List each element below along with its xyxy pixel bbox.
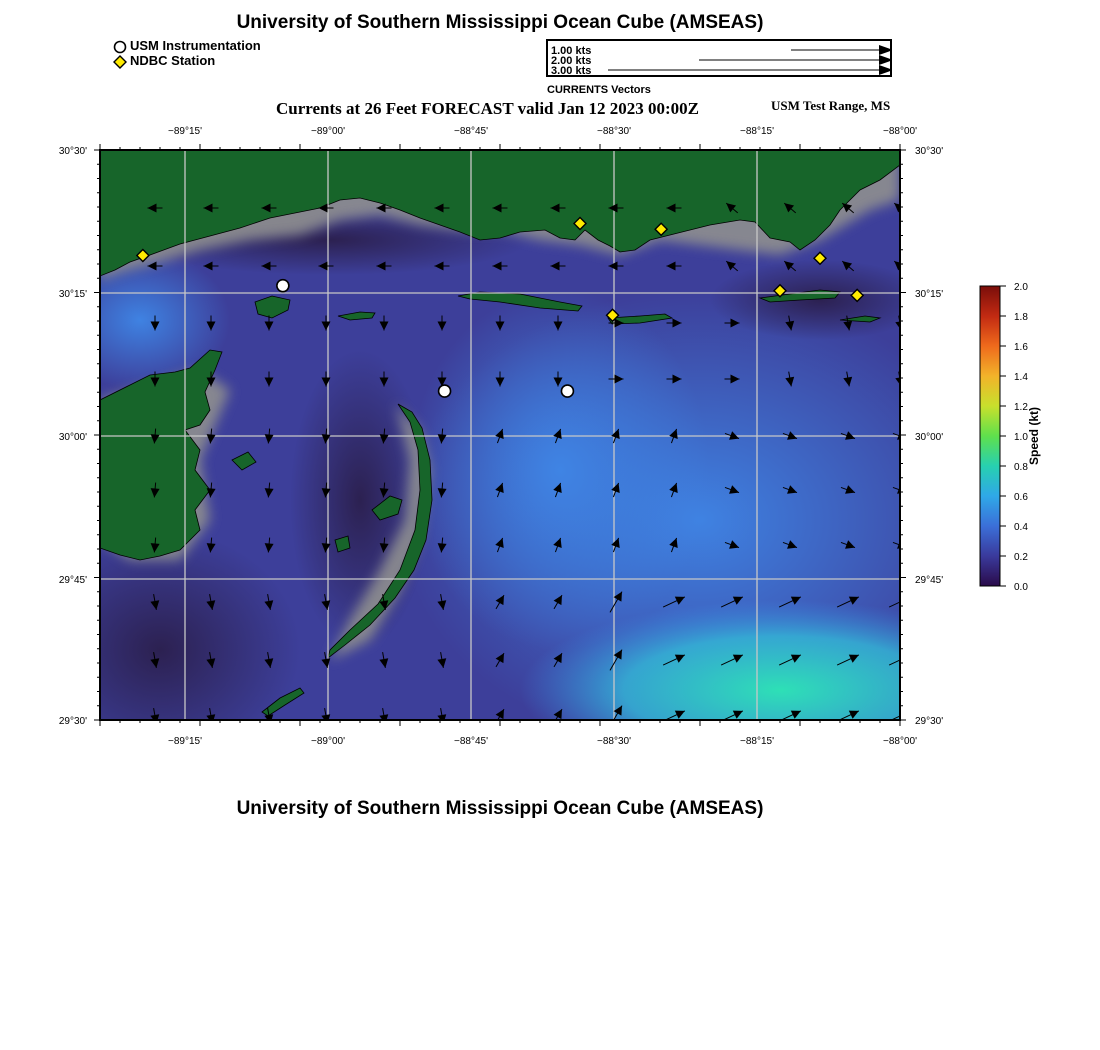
vector-key-row-3: 3.00 kts <box>551 65 592 77</box>
vector-arrowhead <box>901 597 911 605</box>
slow-patch-mobile <box>710 260 930 340</box>
colorbar-tick-label: 0.6 <box>1014 492 1028 503</box>
lat-label-right: 30°15' <box>915 289 944 300</box>
vector-key-row-2: 2.00 kts <box>551 55 592 67</box>
colorbar <box>980 282 1028 593</box>
lon-label-top: −88°45' <box>454 126 488 137</box>
lon-label-bottom: −88°00' <box>883 736 917 747</box>
colorbar-tick-label: 1.0 <box>1014 432 1028 443</box>
lat-label-right: 30°00' <box>915 432 944 443</box>
lon-label-top: −88°30' <box>597 126 631 137</box>
lat-labels-right <box>915 146 943 727</box>
page-title-top: University of Southern Mississippi Ocean Cube (AMSEAS) <box>236 12 764 33</box>
colorbar-tick-label: 0.8 <box>1014 462 1028 473</box>
lat-labels-left <box>59 146 87 727</box>
colorbar-tick-label: 2.0 <box>1014 282 1028 293</box>
usm-station-marker <box>277 280 289 292</box>
legend-ndbc-label: NDBC Station <box>130 53 216 68</box>
vector-arrowhead <box>901 711 911 719</box>
colorbar-title: Speed (kt) <box>1027 406 1041 466</box>
speed-field <box>20 150 1040 760</box>
lat-label-left: 30°30' <box>58 146 87 157</box>
lon-label-top: −88°15' <box>740 126 774 137</box>
lon-labels-top <box>168 126 917 137</box>
vector-key-row-1: 1.00 kts <box>551 45 592 57</box>
colorbar-tick-label: 1.6 <box>1014 342 1028 353</box>
colorbar-tick-label: 0.0 <box>1014 582 1028 593</box>
lon-label-bottom: −88°15' <box>740 736 774 747</box>
lat-label-left: 29°45' <box>58 575 87 586</box>
lon-label-bottom: −88°30' <box>597 736 631 747</box>
colorbar-tick-label: 0.2 <box>1014 552 1028 563</box>
colorbar-tick-label: 1.8 <box>1014 312 1028 323</box>
range-label: USM Test Range, MS <box>771 98 891 113</box>
lat-label-left: 29°30' <box>58 716 87 727</box>
lat-label-left: 30°15' <box>58 289 87 300</box>
colorbar-ticks <box>1000 282 1028 593</box>
lon-label-top: −88°00' <box>883 126 917 137</box>
lat-label-right: 29°45' <box>915 575 944 586</box>
colorbar-tick-label: 1.2 <box>1014 402 1028 413</box>
lon-label-bottom: −89°15' <box>168 736 202 747</box>
lon-label-bottom: −88°45' <box>454 736 488 747</box>
lon-label-bottom: −89°00' <box>311 736 345 747</box>
page-title-bottom: University of Southern Mississippi Ocean Cube (AMSEAS) <box>236 798 764 819</box>
colorbar-tick-label: 0.4 <box>1014 522 1028 533</box>
vector-key-caption: CURRENTS Vectors <box>547 84 651 96</box>
lon-label-top: −89°15' <box>168 126 202 137</box>
lon-label-top: −89°00' <box>311 126 345 137</box>
colorbar-ramp <box>980 286 1000 586</box>
lat-label-right: 29°30' <box>915 716 944 727</box>
colorbar-tick-label: 1.4 <box>1014 372 1028 383</box>
lat-label-left: 30°00' <box>58 432 87 443</box>
usm-station-marker <box>439 385 451 397</box>
vector-arrowhead <box>901 655 911 663</box>
legend-usm-label: USM Instrumentation <box>130 38 261 53</box>
speed-patch-central <box>410 290 710 650</box>
usm-station-marker <box>561 385 573 397</box>
map-subtitle: Currents at 26 Feet FORECAST valid Jan 12 2023 00:00Z <box>276 99 699 118</box>
lat-label-right: 30°30' <box>915 146 944 157</box>
lon-labels-bottom <box>168 736 917 747</box>
